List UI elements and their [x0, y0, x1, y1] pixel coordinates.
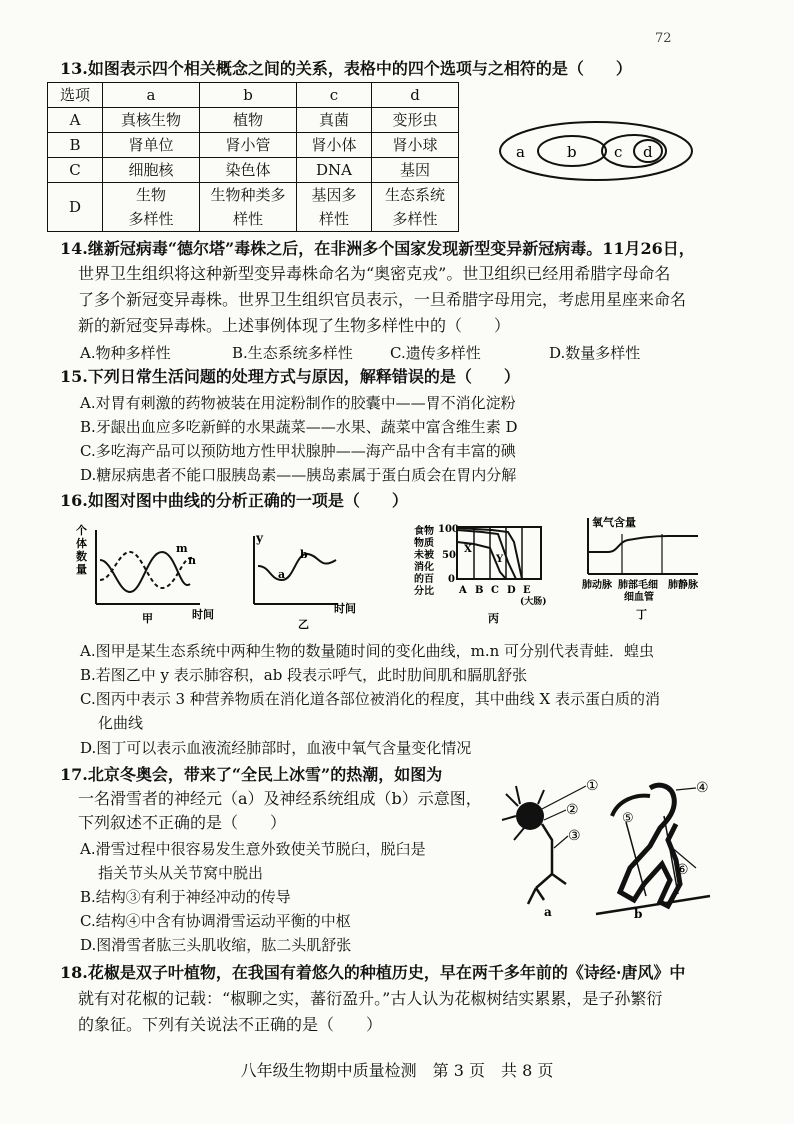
cell-line: 生物种类多: [210, 186, 286, 204]
table-cell: 肾小球: [372, 133, 459, 158]
q15-stem: 15.下列日常生活问题的处理方式与原因，解释错误的是（ ）: [60, 367, 520, 386]
bing-ylabel: 未被: [414, 550, 434, 561]
table-cell: [372, 183, 459, 232]
q16-graph-bing: [412, 522, 562, 632]
table-cell: 植物: [200, 108, 297, 133]
table-header-cell: 选项: [48, 83, 103, 108]
ding-xlabel: 肺动脉: [582, 580, 612, 591]
q13-venn-diagram: [496, 118, 696, 188]
table-cell: 变形虫: [372, 108, 459, 133]
jia-label-n: n: [188, 554, 196, 567]
table-cell: 肾小管: [200, 133, 297, 158]
cell-line: 样性: [318, 210, 349, 228]
table-cell: DNA: [297, 158, 372, 183]
caption-b: b: [634, 907, 643, 921]
skier-illustration: [596, 785, 710, 914]
table-row: [48, 183, 459, 232]
bing-ytick: 50: [442, 550, 456, 561]
yi-curve: [258, 554, 336, 580]
table-cell: 肾单位: [103, 133, 200, 158]
bing-xtick: D: [507, 585, 516, 596]
q15-option-b: B.牙龈出血应多吃新鲜的水果蔬菜——水果、蔬菜中富含维生素 D: [80, 418, 518, 436]
q14-line-1: 14.继新冠病毒“德尔塔”毒株之后，在非洲多个国家发现新型变异新冠病毒。11月26日，: [60, 239, 695, 258]
jia-xlabel: 时间: [192, 608, 214, 621]
bing-ylabel: 物质: [414, 538, 434, 549]
table-row: [48, 133, 459, 158]
q17-line-2: 一名滑雪者的神经元（a）及神经系统组成（b）示意图，: [78, 789, 482, 808]
bing-ytick: 0: [448, 574, 455, 585]
cell-line: 样性: [232, 210, 263, 228]
venn-label-a: a: [516, 143, 525, 161]
table-header-row: [48, 83, 459, 108]
leader-line: [554, 836, 568, 848]
cell-line: 生态系统: [384, 186, 445, 204]
table-header-cell: a: [103, 83, 200, 108]
page-corner-mark: 72: [655, 31, 672, 46]
q17-option-d: D.图滑雪者肱三头肌收缩，肱二头肌舒张: [80, 936, 352, 954]
q17-line-1: 17.北京冬奥会，带来了“全民上冰雪”的热潮，如图为: [60, 765, 443, 784]
table-row: [48, 158, 459, 183]
q15-option-c: C.多吃海产品可以预防地方性甲状腺肿——海产品中含有丰富的碘: [80, 442, 516, 460]
table-cell: A: [48, 108, 103, 133]
q16-option-d: D.图丁可以表示血液流经肺部时，血液中氧气含量变化情况: [80, 739, 472, 757]
ding-xlabel2: 细血管: [624, 592, 654, 603]
q16-option-c: C.图丙中表示 3 种营养物质在消化道各部位被消化的程度，其中曲线 X 表示蛋白质的消: [80, 690, 661, 708]
yi-point-a: a: [278, 568, 286, 581]
q17-option-a: A.滑雪过程中很容易发生意外致使关节脱臼，脱臼是: [80, 840, 426, 858]
q17-option-a-cont: 指关节头从关节窝中脱出: [98, 864, 264, 882]
q13-options-table: [47, 82, 459, 232]
q15-option-a: A.对胃有刺激的药物被装在用淀粉制作的胶囊中——胃不消化淀粉: [80, 394, 516, 412]
yi-point-b: b: [300, 548, 308, 561]
table-cell: B: [48, 133, 103, 158]
table-cell: 肾小体: [297, 133, 372, 158]
q14-line-4: 新的新冠变异毒株。上述事例体现了生物多样性中的（ ）: [78, 316, 511, 335]
yi-ylabel: y: [256, 531, 263, 545]
table-header-cell: d: [372, 83, 459, 108]
bing-ytick: 100: [438, 524, 459, 535]
label-3: ③: [568, 828, 581, 844]
table-cell: [200, 183, 297, 232]
q18-line-2: 就有对花椒的记载：“椒聊之实，蕃衍盈升。”古人认为花椒树结实累累，是子孙繁衍: [78, 989, 663, 1008]
table-cell: 真核生物: [103, 108, 200, 133]
table-cell: [297, 183, 372, 232]
cell-line: 基因多: [311, 186, 357, 204]
q16-graph-yi: [248, 530, 378, 630]
table-cell: 真菌: [297, 108, 372, 133]
venn-ellipse-a: [500, 122, 692, 180]
cell-line: 生物: [135, 186, 166, 204]
venn-label-c: c: [614, 143, 623, 161]
page-footer: 八年级生物期中质量检测 第 3 页 共 8 页: [240, 1061, 554, 1080]
table-cell: 细胞核: [103, 158, 200, 183]
ding-ylabel: 氧气含量: [592, 516, 636, 529]
bing-label-x: X: [464, 544, 472, 555]
jia-ylabel: 个: [76, 524, 87, 537]
q14-option-c: C.遗传多样性: [390, 344, 481, 362]
yi-caption: 乙: [298, 618, 309, 630]
jia-label-m: m: [176, 542, 188, 555]
bing-xtick: E: [523, 585, 531, 596]
bing-ylabel: 分比: [414, 586, 434, 597]
q16-graph-ding: [578, 514, 708, 634]
ski-pole: [626, 822, 646, 896]
bing-xnote: (大肠): [520, 597, 547, 607]
venn-label-b: b: [567, 143, 577, 161]
q18-line-1: 18.花椒是双子叶植物，在我国有着悠久的种植历史，早在两千多年前的《诗经·唐风》中: [60, 963, 686, 982]
ground-line: [596, 896, 710, 914]
q17-line-3: 下列叙述不正确的是（ ）: [78, 813, 287, 832]
q17-option-b: B.结构③有利于神经冲动的传导: [80, 888, 291, 906]
label-4: ④: [696, 780, 709, 796]
table-cell: 基因: [372, 158, 459, 183]
label-6: ⑥: [676, 862, 689, 878]
table-row: [48, 108, 459, 133]
q16-stem: 16.如图对图中曲线的分析正确的一项是（ ）: [60, 491, 408, 510]
q16-graph-jia: [72, 522, 232, 632]
q13-stem: 13.如图表示四个相关概念之间的关系，表格中的四个选项与之相符的是（ ）: [60, 59, 632, 78]
yi-xlabel: 时间: [334, 602, 356, 615]
caption-a: a: [544, 905, 552, 919]
leader-line: [544, 810, 566, 820]
table-cell: 染色体: [200, 158, 297, 183]
bing-ylabel: 消化: [414, 562, 434, 573]
label-1: ①: [586, 778, 599, 794]
neuron-axon: [528, 824, 566, 904]
jia-curve-m: [100, 552, 190, 592]
q14-option-d: D.数量多样性: [549, 344, 641, 362]
bing-caption: 丙: [488, 612, 499, 625]
jia-caption: 甲: [142, 612, 153, 625]
bing-ylabel: 食物: [414, 526, 434, 537]
jia-ylabel: 体: [76, 537, 87, 550]
venn-label-d: d: [643, 143, 653, 161]
bing-xtick: C: [491, 585, 499, 596]
jia-ylabel: 量: [76, 563, 87, 576]
q14-line-3: 了多个新冠变异毒株。世界卫生组织官员表示，一旦希腊字母用完，考虑用星座来命名: [78, 290, 687, 309]
q17-figure: [500, 776, 720, 924]
q17-option-c: C.结构④中含有协调滑雪运动平衡的中枢: [80, 912, 351, 930]
cell-line: 多样性: [128, 210, 174, 228]
bing-xtick: B: [475, 585, 484, 596]
label-5: ⑤: [622, 811, 634, 826]
ding-curve: [588, 536, 698, 552]
table-header-cell: c: [297, 83, 372, 108]
bing-xtick: A: [459, 585, 467, 596]
table-cell: [103, 183, 200, 232]
label-2: ②: [566, 802, 579, 818]
q16-option-a: A.图甲是某生态系统中两种生物的数量随时间的变化曲线，m.n 可分别代表青蛙．蝗虫: [80, 642, 655, 660]
cell-line: 多样性: [392, 210, 438, 228]
q14-option-a: A.物种多样性: [80, 344, 171, 362]
skier-body: [620, 785, 680, 906]
q14-line-2: 世界卫生组织将这种新型变异毒株命名为“奥密克戎”。世卫组织已经用希腊字母命名: [78, 264, 671, 283]
bing-ylabel: 的百: [414, 574, 434, 585]
q15-option-d: D.糖尿病患者不能口服胰岛素——胰岛素属于蛋白质会在胃内分解: [80, 466, 517, 484]
ding-caption: 丁: [636, 608, 647, 621]
q14-option-b: B.生态系统多样性: [232, 344, 353, 362]
table-cell: C: [48, 158, 103, 183]
q18-line-3: 的象征。下列有关说法不正确的是（ ）: [78, 1015, 383, 1034]
table-cell: D: [48, 183, 103, 232]
q16-option-b: B.若图乙中 y 表示肺容积，ab 段表示呼气，此时肋间肌和膈肌舒张: [80, 666, 528, 684]
neuron-cell-body: [516, 802, 544, 830]
ding-xlabel: 肺静脉: [668, 580, 698, 591]
table-header-cell: b: [200, 83, 297, 108]
bing-label-y: Y: [496, 554, 504, 565]
q16-option-c-cont: 化曲线: [98, 714, 144, 732]
leader-line: [676, 788, 696, 790]
ding-xlabel: 肺部毛细: [618, 580, 658, 591]
leader-line: [540, 786, 586, 810]
jia-ylabel: 数: [76, 550, 87, 563]
